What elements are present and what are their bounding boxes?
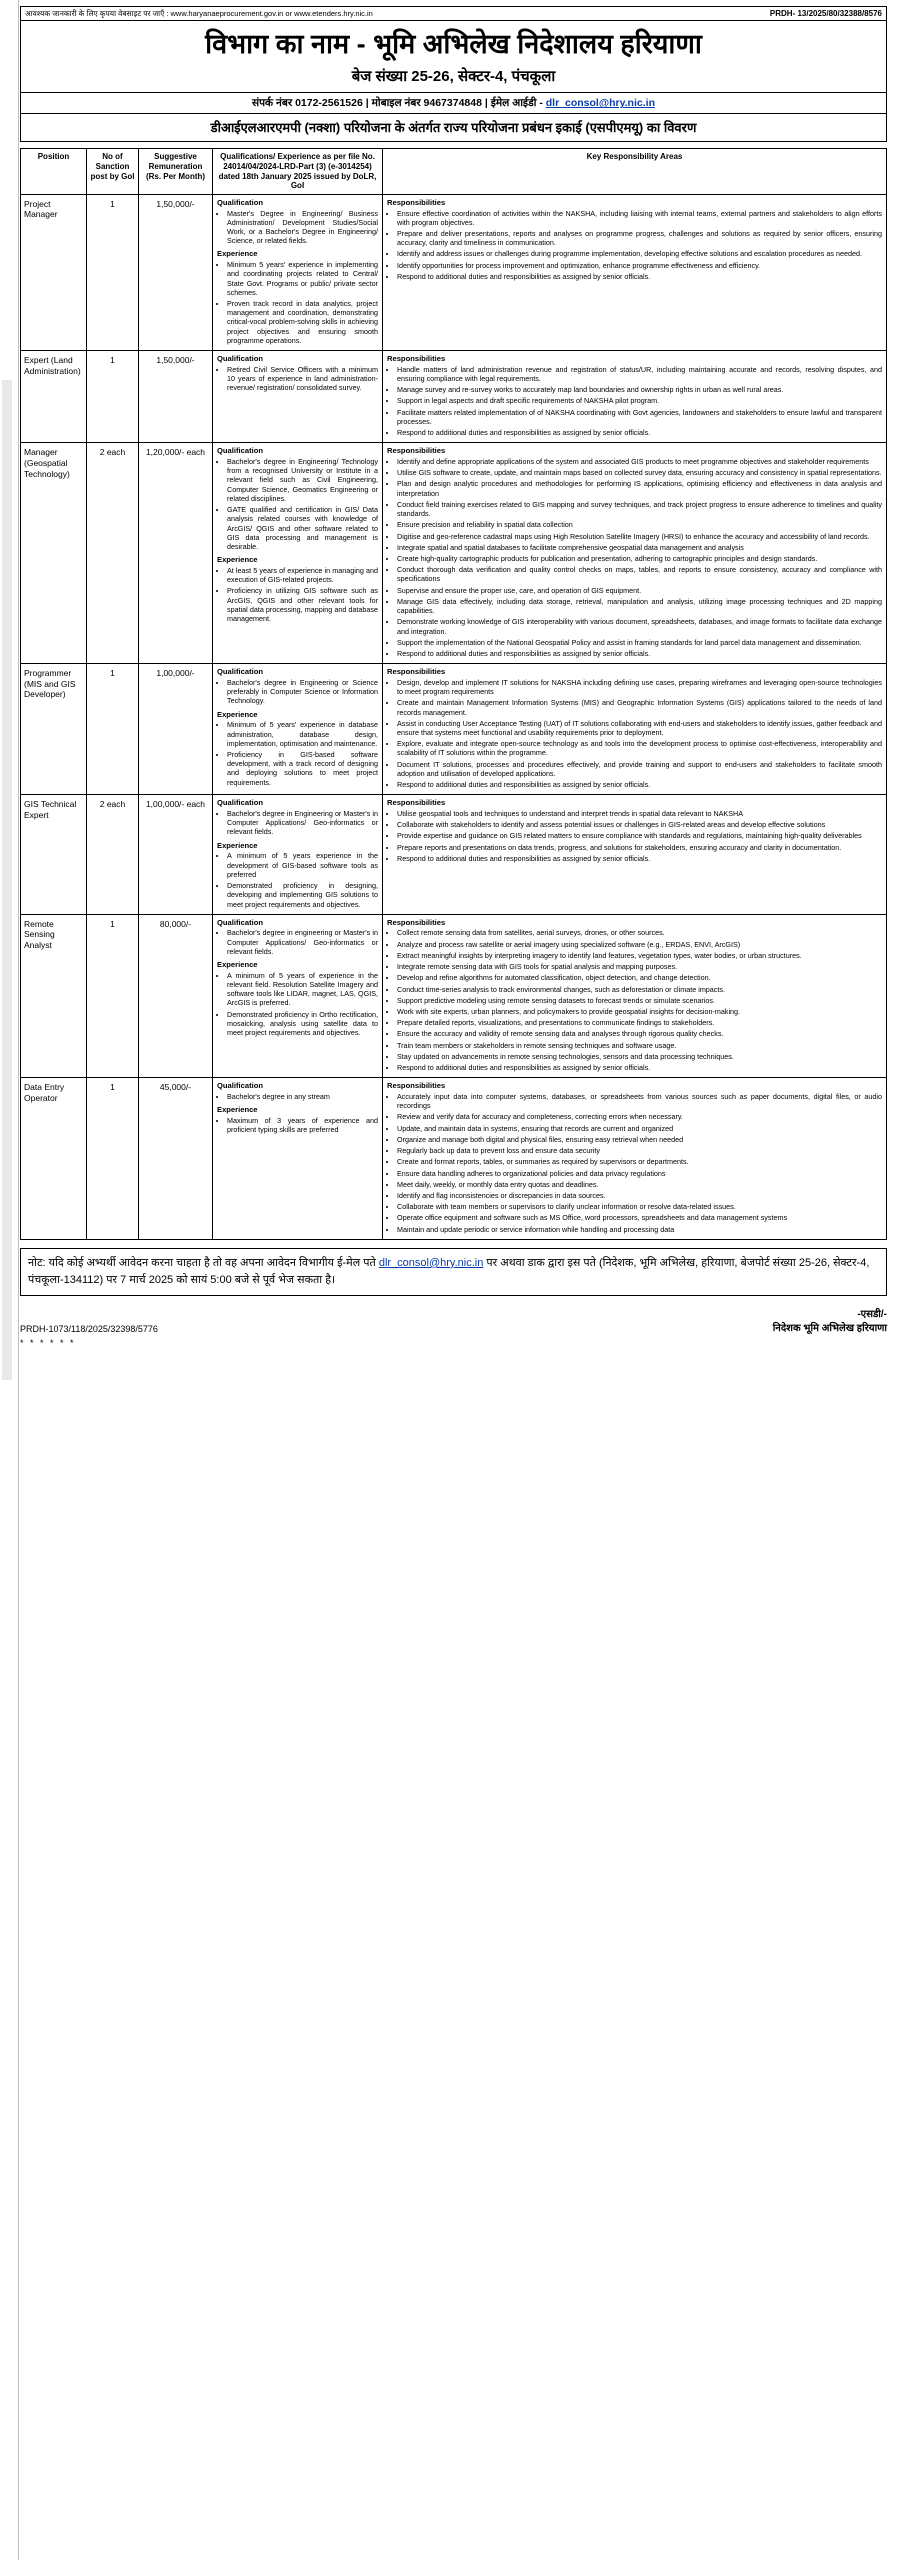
table-row — [21, 664, 887, 795]
list-item: • Proficiency in GIS-based software development, with a track record of designing and deploying solutions to meet project requirements. — [227, 750, 378, 787]
bullet-list — [397, 809, 882, 863]
footer-reference: PRDH-1073/118/2025/32398/5776 — [20, 1323, 158, 1334]
phone-label: संपर्क नंबर 0172-2561526 — [252, 97, 363, 110]
qualification-heading: Qualification — [217, 446, 263, 456]
list-item: • Utilise geospatial tools and techniques to understand and interpret trends in spatial data relevant to NAKSHA — [397, 809, 882, 818]
cell-position: Project Manager — [21, 194, 87, 350]
list-item: • Bachelor's degree in any stream — [227, 1092, 378, 1101]
list-item: • Update, and maintain data in systems, ensuring that records are current and organized — [397, 1124, 882, 1133]
cell-responsibilities — [383, 664, 887, 795]
list-item: • Conduct field training exercises related to GIS mapping and survey techniques, and track project progress to ensure adherence to timelines and quality standards. — [397, 500, 882, 518]
list-item: • Document IT solutions, processes and procedures effectively, and provide training and support to end-users and stakeholders to facilitate smooth adoption and utilisation of developed applications. — [397, 760, 882, 778]
list-item: • Proficiency in utilizing GIS software such as ArcGIS, QGIS and other relevant tools for spatial data processing, mapping and database management. — [227, 586, 378, 623]
separator-1: | — [365, 97, 372, 110]
list-item: • Respond to additional duties and responsibilities as assigned by senior officials. — [397, 649, 882, 658]
cell-position: Manager (Geospatial Technology) — [21, 443, 87, 664]
cell-qualification — [213, 914, 383, 1078]
table-header-row — [21, 149, 887, 194]
qualification-heading: Qualification — [217, 354, 263, 364]
list-item: • Demonstrated proficiency in Ortho rectification, mosaicking, analysis using satellite data to meet project requirements and objectives. — [227, 1010, 378, 1038]
page-footer — [20, 1306, 887, 1334]
email-label: ईमेल आईडी - — [490, 97, 543, 110]
bullet-list — [227, 809, 378, 837]
cell-posts: 2 each — [87, 443, 139, 664]
bullet-list — [397, 928, 882, 1072]
cell-responsibilities — [383, 1078, 887, 1240]
bullet-list — [227, 209, 378, 246]
table-body — [21, 194, 887, 1239]
department-title: विभाग का नाम - भूमि अभिलेख निदेशालय हरियाणा — [205, 29, 702, 60]
cell-remuneration: 80,000/- — [139, 914, 213, 1078]
mobile-label: मोबाइल नंबर 9467374848 — [371, 97, 482, 110]
bullet-list — [227, 1092, 378, 1101]
list-item: • Identify and define appropriate applications of the system and associated GIS products to meet programme objectives and stakeholder requirements — [397, 457, 882, 466]
cell-responsibilities — [383, 194, 887, 350]
list-item: • Collaborate with stakeholders to identify and assess potential issues or challenges in GIS-related areas and develop effective solutions — [397, 820, 882, 829]
list-item: • Provide expertise and guidance on GIS related matters to ensure compliance with standards and regulations, maintaining high-quality deliverables — [397, 831, 882, 840]
qualification-heading: Qualification — [217, 667, 263, 677]
list-item: • Create and maintain Management Information Systems (MIS) and Geographic Information Systems (GIS) applications tailored to the needs of land records management. — [397, 698, 882, 716]
bullet-list — [227, 457, 378, 551]
list-item: • Maximum of 3 years of experience and proficient typing skills are preferred — [227, 1116, 378, 1134]
responsibilities-heading: Responsibilities — [387, 197, 446, 207]
bullet-list — [227, 851, 378, 908]
col-position: Position — [21, 149, 87, 194]
cell-remuneration: 1,50,000/- — [139, 351, 213, 443]
cell-posts: 1 — [87, 664, 139, 795]
bullet-list — [397, 1092, 882, 1234]
list-item: • Create and format reports, tables, or summaries as required by supervisors or departments. — [397, 1157, 882, 1166]
masthead — [20, 21, 887, 93]
list-item: • Master's Degree in Engineering/ Business Administration/ Development Studies/Social Work, or a Bachelor's Degree in Engineering/ Science, or related fields. — [227, 209, 378, 246]
col-responsibility: Key Responsibility Areas — [383, 149, 887, 194]
list-item: • Respond to additional duties and responsibilities as assigned by senior officials. — [397, 428, 882, 437]
note-text-after: पर अथवा डाक द्वारा इस पते (निदेशक, भूमि अभिलेख, हरियाणा, बेजपोर्ट संख्या 25-26, सेक्टर-4, पंचकूला-134112) पर 7 मार्च 2025 को सायं 5:00 बजे से पूर्व भेज सकता है। — [28, 1256, 870, 1286]
list-item: • Demonstrated proficiency in designing, developing and implementing GIS solutions to meet project requirements and objectives. — [227, 881, 378, 909]
list-item: • Respond to additional duties and responsibilities as assigned by senior officials. — [397, 1063, 882, 1072]
list-item: • Facilitate matters related implementation of of NAKSHA coordinating with Govt agencies, landowners and stakeholders to ensure lawful and transparent processes. — [397, 408, 882, 426]
list-item: • Operate office equipment and software such as MS Office, word processors, spreadsheets and data management systems — [397, 1213, 882, 1222]
bullet-list — [227, 971, 378, 1038]
col-remuneration: Suggestive Remuneration (Rs. Per Month) — [139, 149, 213, 194]
page-edge-shadow — [2, 380, 12, 1380]
list-item: • Extract meaningful insights by interpreting imagery to identify land features, vegetation types, water bodies, or urban structures. — [397, 951, 882, 960]
list-item: • Prepare and deliver presentations, reports and analyses on programme progress, challenges and solutions as required by senior officers, ensuring accuracy, clarity and timeliness in communication. — [397, 229, 882, 247]
responsibilities-heading: Responsibilities — [387, 354, 446, 364]
list-item: • Design, develop and implement IT solutions for NAKSHA including defining use cases, preparing wireframes and leveraging open-source technologies to meet program requirements — [397, 678, 882, 696]
list-item: • A minimum of 5 years experience in the development of GIS-based software tools as preferred — [227, 851, 378, 879]
cell-posts: 1 — [87, 1078, 139, 1240]
footer-stars: * * * * * * — [20, 1337, 76, 1348]
scheme-title: डीआईएलआरएमपी (नक्शा) परियोजना के अंतर्गत राज्य परियोजना प्रबंधन इकाई (एसपीएमयू) का विवरण — [20, 114, 887, 142]
responsibilities-heading: Responsibilities — [387, 1081, 446, 1091]
table-row — [21, 1078, 887, 1240]
list-item: • Support predictive modeling using remote sensing datasets to forecast trends or simulate scenarios. — [397, 996, 882, 1005]
bullet-list — [227, 1116, 378, 1134]
experience-heading: Experience — [217, 840, 258, 850]
bullet-list — [397, 209, 882, 282]
list-item: • Develop and refine algorithms for automated classification, object detection, and change detection. — [397, 973, 882, 982]
experience-heading: Experience — [217, 1105, 258, 1115]
cell-position: Data Entry Operator — [21, 1078, 87, 1240]
qualification-heading: Qualification — [217, 1081, 263, 1091]
cell-posts: 1 — [87, 914, 139, 1078]
separator-2: | — [484, 97, 491, 110]
col-posts: No of Sanction post by Gol — [87, 149, 139, 194]
responsibilities-heading: Responsibilities — [387, 917, 446, 927]
footer-office: निदेशक भूमि अभिलेख हरियाणा — [772, 1322, 887, 1334]
list-item: • Integrate remote sensing data with GIS tools for spatial analysis and mapping purposes. — [397, 962, 882, 971]
application-note — [20, 1248, 887, 1296]
bullet-list — [227, 928, 378, 956]
list-item: • Bachelor's degree in engineering or Master's in Computer Applications/ Geo-informatics or relevant fields. — [227, 928, 378, 956]
list-item: • Regularly back up data to prevent loss and ensure data security — [397, 1146, 882, 1155]
list-item: • Conduct time-series analysis to track environmental changes, such as deforestation or climate impacts. — [397, 985, 882, 994]
list-item: • Identify and address issues or challenges during programme implementation, developing effective solutions and escalation procedures as needed. — [397, 249, 882, 258]
list-item: • Stay updated on advancements in remote sensing technologies, sensors and data processing techniques. — [397, 1052, 882, 1061]
list-item: • Organize and manage both digital and physical files, ensuring easy retrieval when needed — [397, 1135, 882, 1144]
list-item: • Collaborate with team members or supervisors to clarify unclear information or resolve data-related issues. — [397, 1202, 882, 1211]
list-item: • Demonstrate working knowledge of GIS interoperability with various document, spreadsheets, databases, and image formats to facilitate data exchange and integration. — [397, 617, 882, 635]
list-item: • Prepare detailed reports, visualizations, and presentations to communicate findings to stakeholders. — [397, 1018, 882, 1027]
list-item: • Manage GIS data effectively, including data storage, retrieval, manipulation and analysis, utilizing image processing techniques and 2D mapping capabilities. — [397, 597, 882, 615]
note-email-link[interactable]: dlr_consol@hry.nic.in — [378, 1256, 484, 1269]
cell-remuneration: 1,00,000/- each — [139, 795, 213, 914]
publication-reference: PRDH- 13/2025/80/32388/8576 — [769, 9, 882, 19]
top-reference-bar — [20, 6, 887, 21]
cell-responsibilities — [383, 914, 887, 1078]
list-item: • At least 5 years of experience in managing and execution of GIS-related projects. — [227, 566, 378, 584]
cell-qualification — [213, 194, 383, 350]
cell-posts: 2 each — [87, 795, 139, 914]
cell-qualification — [213, 795, 383, 914]
list-item: • Ensure precision and reliability in spatial data collection — [397, 520, 882, 529]
list-item: • Identify opportunities for process improvement and optimization, enhance programme effectiveness and efficiency. — [397, 261, 882, 270]
positions-table — [20, 148, 887, 1239]
list-item: • Supervise and ensure the proper use, care, and operation of GIS equipment. — [397, 586, 882, 595]
bullet-list — [227, 365, 378, 393]
list-item: • Support in legal aspects and draft specific requirements of NAKSHA pilot program. — [397, 396, 882, 405]
contact-line — [20, 93, 887, 114]
qualification-heading: Qualification — [217, 197, 263, 207]
cell-posts: 1 — [87, 351, 139, 443]
footer-signature-block — [773, 1306, 887, 1334]
bullet-list — [227, 260, 378, 345]
list-item: • Digitise and geo-reference cadastral maps using High Resolution Satellite Imagery (HRSI) to enhance the accuracy and accessibility of land records. — [397, 532, 882, 541]
list-item: • Retired Civil Service Officers with a minimum 10 years of experience in land administration-revenue/ registration/ consolidated survey. — [227, 365, 378, 393]
bullet-list — [397, 678, 882, 789]
list-item: • Meet daily, weekly, or monthly data entry quotas and deadlines. — [397, 1180, 882, 1189]
list-item: • Assist in conducting User Acceptance Testing (UAT) of IT solutions collaborating with end-users and stakeholders to identify issues, gather feedback and ensure that systems meet functional and usability requirements prior to deployment. — [397, 719, 882, 737]
list-item: • Handle matters of land administration revenue and registration of status/UR, including maintaining accurate and records, resolving disputes, and ensuring compliance with legal requirements. — [397, 365, 882, 383]
table-row — [21, 795, 887, 914]
cell-responsibilities — [383, 795, 887, 914]
experience-heading: Experience — [217, 960, 258, 970]
department-address: बेज संख्या 25-26, सेक्टर-4, पंचकूला — [351, 68, 556, 86]
responsibilities-heading: Responsibilities — [387, 446, 446, 456]
responsibilities-heading: Responsibilities — [387, 798, 446, 808]
list-item: • Respond to additional duties and responsibilities as assigned by senior officials. — [397, 272, 882, 281]
cell-position: Programmer (MIS and GIS Developer) — [21, 664, 87, 795]
list-item: • Manage survey and re-survey works to accurately map land boundaries and ownership rights in urban as well rural areas. — [397, 385, 882, 394]
cell-position: GIS Technical Expert — [21, 795, 87, 914]
list-item: • Support the implementation of the National Geospatial Policy and assist in framing standards for land parcel data management and dissemination. — [397, 638, 882, 647]
cell-qualification — [213, 443, 383, 664]
list-item: • Proven track record in data analytics, project management and coordination, demonstrating critical-vocal problem-solving skills in achieving project objectives and ensuring smooth programme operations. — [227, 299, 378, 345]
cell-remuneration: 1,20,000/- each — [139, 443, 213, 664]
list-item: • Ensure data handling adheres to organizational policies and data privacy regulations — [397, 1169, 882, 1178]
cell-qualification — [213, 664, 383, 795]
list-item: • Plan and design analytic procedures and methodologies for performing IS applications, optimising efficiency and effectiveness in data analysis and interpretation — [397, 479, 882, 497]
cell-responsibilities — [383, 351, 887, 443]
bullet-list — [227, 678, 378, 706]
advertisement-sheet — [20, 0, 887, 1348]
qualification-heading: Qualification — [217, 917, 263, 927]
list-item: • Accurately input data into computer systems, databases, or spreadsheets from various sources such as paper documents, digital files, or audio recordings — [397, 1092, 882, 1110]
list-item: • Bachelor's degree in Engineering/ Technology from a recognised University or Institute in a relevant field such as Civil Engineering, Computer Science, Geomatics Engineering or related disciplines. — [227, 457, 378, 503]
list-item: • Bachelor's degree in Engineering or Master's in Computer Applications/ Geo-informatics or relevant fields. — [227, 809, 378, 837]
cell-qualification — [213, 351, 383, 443]
list-item: • Maintain and update periodic or service information while handling and processing data — [397, 1225, 882, 1234]
cell-posts: 1 — [87, 194, 139, 350]
cell-remuneration: 1,00,000/- — [139, 664, 213, 795]
bullet-list — [227, 720, 378, 787]
list-item: • Respond to additional duties and responsibilities as assigned by senior officials. — [397, 854, 882, 863]
responsibilities-heading: Responsibilities — [387, 667, 446, 677]
list-item: • Analyze and process raw satellite or aerial imagery using specialized software (e.g., ERDAS, ENVI, ArcGIS) — [397, 940, 882, 949]
list-item: • Minimum of 5 years' experience in database administration, database design, implementation, optimisation and maintenance. — [227, 720, 378, 748]
list-item: • Review and verify data for accuracy and completeness, correcting errors when necessary. — [397, 1112, 882, 1121]
note-text-before: नोट: यदि कोई अभ्यर्थी आवेदन करना चाहता है तो वह अपना आवेदन विभागीय ई-मेल पते — [28, 1256, 379, 1269]
list-item: • Ensure the accuracy and validity of remote sensing data and analyses through rigorous quality checks. — [397, 1029, 882, 1038]
experience-heading: Experience — [217, 555, 258, 565]
list-item: • Utilise GIS software to create, update, and maintain maps based on collected survey data, ensuring accuracy and consistency in spatial representations. — [397, 468, 882, 477]
table-row — [21, 351, 887, 443]
list-item: • Train team members or stakeholders in remote sensing techniques and software usage. — [397, 1041, 882, 1050]
list-item: • Explore, evaluate and integrate open-source technology as and tools into the development process to optimise cost-effectiveness, interoperability and scalability of IT solutions within the programme. — [397, 739, 882, 757]
list-item: • Collect remote sensing data from satellites, aerial surveys, drones, or other sources. — [397, 928, 882, 937]
cell-responsibilities — [383, 443, 887, 664]
bullet-list — [397, 365, 882, 438]
footer-sd: -एसडी/- — [857, 1308, 887, 1320]
col-qualification: Qualifications/ Experience as per file No. 24014/04/2024-LRD-Part (3) (e-3014254) dated 18th January 2025 issued by DoLR, GoI — [213, 149, 383, 194]
table-row — [21, 914, 887, 1078]
list-item: • Ensure effective coordination of activities within the NAKSHA, including liaising with internal teams, external partners and stakeholders to align efforts with program objectives. — [397, 209, 882, 227]
qualification-heading: Qualification — [217, 798, 263, 808]
list-item: • Create high-quality cartographic products for publication and presentation, adhering to cartographic principles and design standards. — [397, 554, 882, 563]
cell-remuneration: 45,000/- — [139, 1078, 213, 1240]
email-link[interactable]: dlr_consol@hry.nic.in — [545, 97, 655, 110]
website-note: आवश्यक जानकारी के लिए कृपया वेबसाइट पर जाएँ : www.haryanaeprocurement.gov.in or www.etenders.hry.nic.in — [25, 9, 373, 18]
list-item: • Work with site experts, urban planners, and policymakers to provide geospatial insights for decision-making. — [397, 1007, 882, 1016]
list-item: • Minimum 5 years' experience in implementing and coordinating projects related to Central/ State Govt. Programs or public/ private sector schemes. — [227, 260, 378, 297]
list-item: • Prepare reports and presentations on data trends, progress, and solutions for stakeholders, ensuring accuracy and clarity in documentation. — [397, 843, 882, 852]
list-item: • Bachelor's degree in Engineering or Science preferably in Computer Science or Information Technology. — [227, 678, 378, 706]
cell-position: Expert (Land Administration) — [21, 351, 87, 443]
list-item: • Conduct thorough data verification and quality control checks on maps, tables, and reports to ensure consistency, accuracy and compliance with specifications — [397, 565, 882, 583]
list-item: • A minimum of 5 years of experience in the relevant field. Resolution Satellite Imagery and software tools like LIDAR, magnet, LAS, QGIS, ArcGIS is preferred. — [227, 971, 378, 1008]
cell-remuneration: 1,50,000/- — [139, 194, 213, 350]
bullet-list — [397, 457, 882, 658]
list-item: • Respond to additional duties and responsibilities as assigned by senior officials. — [397, 780, 882, 789]
table-row — [21, 194, 887, 350]
list-item: • Integrate spatial and spatial databases to facilitate comprehensive geospatial data management and analysis — [397, 543, 882, 552]
table-row — [21, 443, 887, 664]
experience-heading: Experience — [217, 709, 258, 719]
cell-position: Remote Sensing Analyst — [21, 914, 87, 1078]
cell-qualification — [213, 1078, 383, 1240]
list-item: • Identify and flag inconsistencies or discrepancies in data sources. — [397, 1191, 882, 1200]
bullet-list — [227, 566, 378, 623]
list-item: • GATE qualified and certification in GIS/ Data analysis related courses with knowledge of ArcGIS/ QGIS and other software related to GIS data processing and management is desirable. — [227, 505, 378, 551]
experience-heading: Experience — [217, 249, 258, 259]
